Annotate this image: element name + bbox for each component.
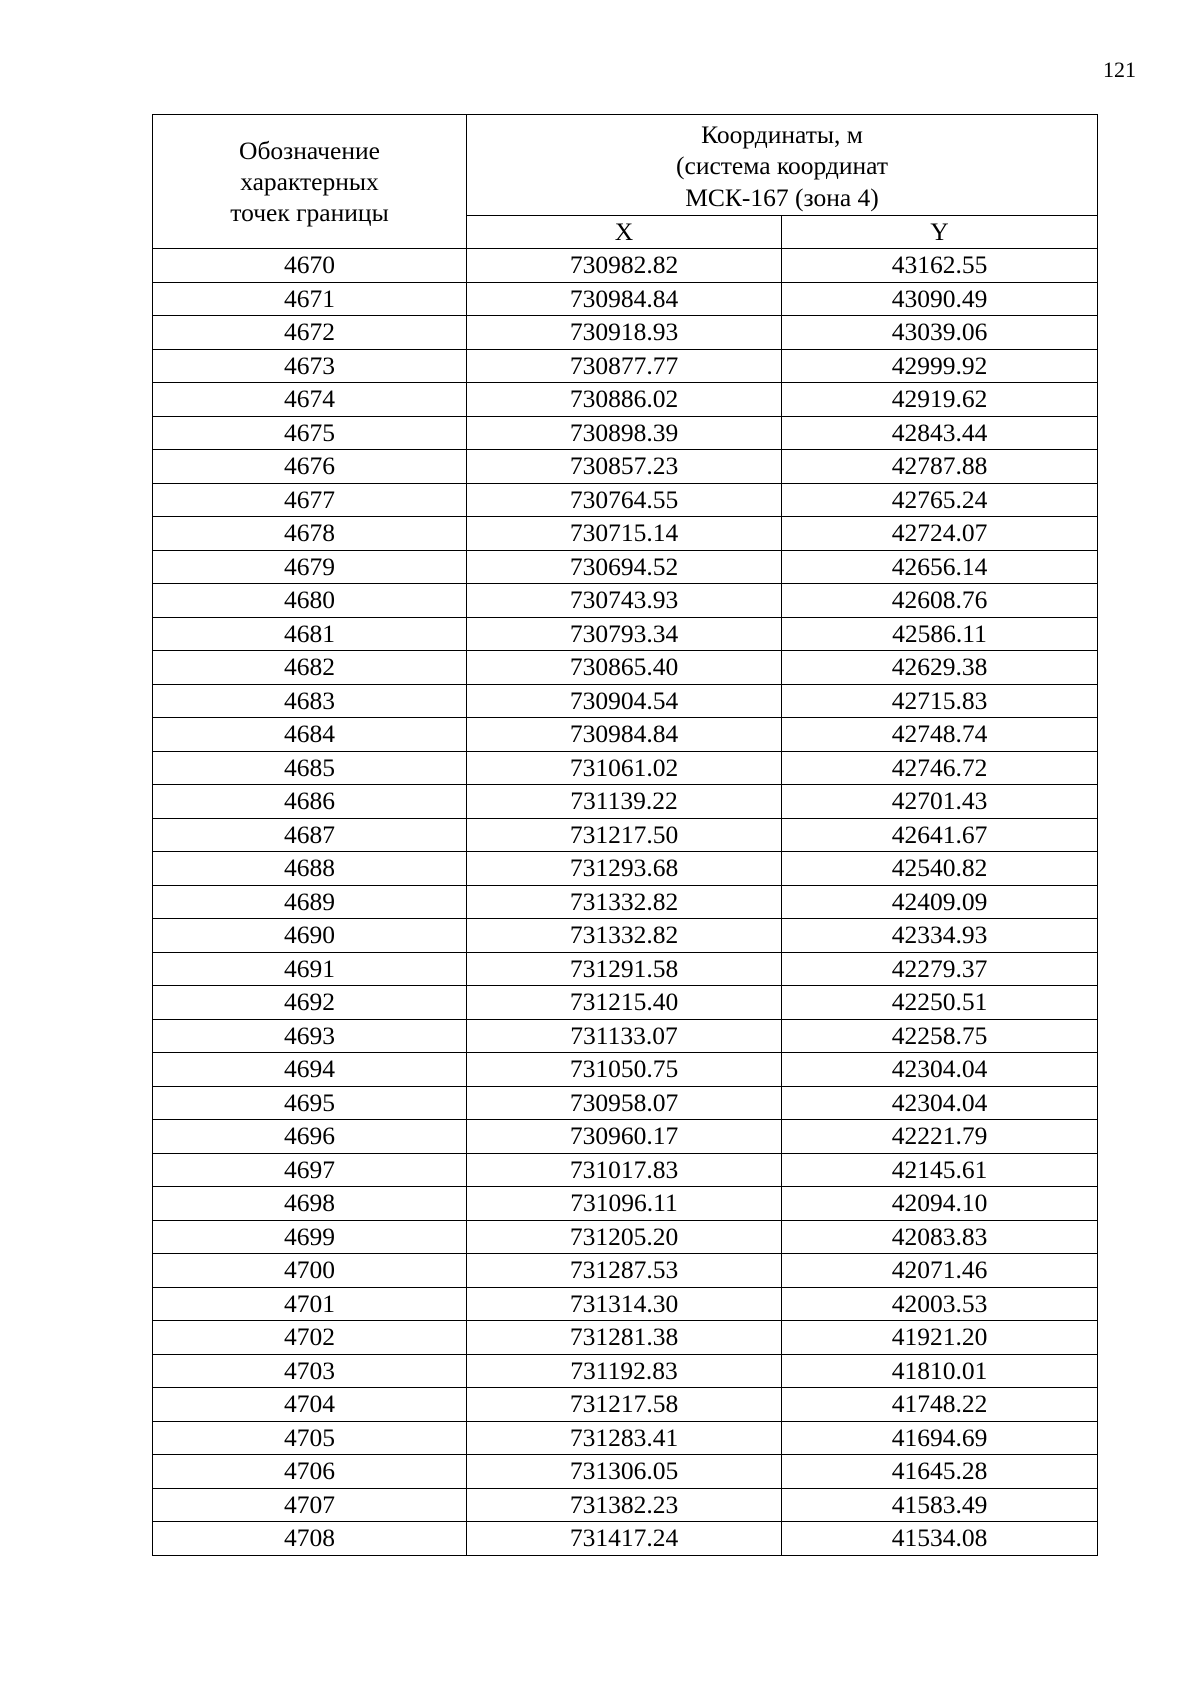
y-cell: 42919.62 [782, 383, 1098, 417]
coords-header-line: Координаты, м [701, 119, 863, 149]
table-row [153, 1421, 1098, 1455]
table-row [153, 282, 1098, 316]
y-cell: 42746.72 [782, 751, 1098, 785]
table-row [153, 416, 1098, 450]
table-row [153, 785, 1098, 819]
y-cell: 42999.92 [782, 349, 1098, 383]
point-cell: 4672 [153, 316, 467, 350]
point-cell: 4673 [153, 349, 467, 383]
x-cell: 731215.40 [467, 986, 782, 1020]
x-column-header: X [467, 216, 782, 249]
table-row [153, 1254, 1098, 1288]
y-cell: 42701.43 [782, 785, 1098, 819]
point-cell: 4700 [153, 1254, 467, 1288]
point-cell: 4677 [153, 483, 467, 517]
table-row [153, 1522, 1098, 1556]
y-cell: 42608.76 [782, 584, 1098, 618]
point-cell: 4693 [153, 1019, 467, 1053]
y-cell: 42304.04 [782, 1053, 1098, 1087]
table-row [153, 584, 1098, 618]
x-cell: 730886.02 [467, 383, 782, 417]
points-column-header [153, 115, 467, 249]
table-row [153, 517, 1098, 551]
table-row [153, 483, 1098, 517]
x-cell: 730960.17 [467, 1120, 782, 1154]
y-cell: 42629.38 [782, 651, 1098, 685]
table-row [153, 1220, 1098, 1254]
y-cell: 42279.37 [782, 952, 1098, 986]
y-cell: 42145.61 [782, 1153, 1098, 1187]
y-cell: 41645.28 [782, 1455, 1098, 1489]
table-row [153, 919, 1098, 953]
x-cell: 731217.50 [467, 818, 782, 852]
table-row [153, 1153, 1098, 1187]
point-cell: 4683 [153, 684, 467, 718]
x-cell: 731205.20 [467, 1220, 782, 1254]
point-cell: 4682 [153, 651, 467, 685]
point-cell: 4708 [153, 1522, 467, 1556]
x-cell: 730918.93 [467, 316, 782, 350]
table-row [153, 617, 1098, 651]
point-cell: 4675 [153, 416, 467, 450]
y-cell: 41810.01 [782, 1354, 1098, 1388]
y-cell: 41583.49 [782, 1488, 1098, 1522]
x-cell: 730984.84 [467, 718, 782, 752]
x-cell: 731287.53 [467, 1254, 782, 1288]
point-cell: 4684 [153, 718, 467, 752]
y-cell: 42071.46 [782, 1254, 1098, 1288]
point-cell: 4695 [153, 1086, 467, 1120]
x-cell: 731133.07 [467, 1019, 782, 1053]
point-cell: 4703 [153, 1354, 467, 1388]
point-cell: 4680 [153, 584, 467, 618]
y-cell: 41748.22 [782, 1388, 1098, 1422]
point-cell: 4706 [153, 1455, 467, 1489]
coords-header-line: МСК-167 (зона 4) [685, 182, 879, 212]
point-cell: 4687 [153, 818, 467, 852]
x-cell: 731306.05 [467, 1455, 782, 1489]
x-cell: 731332.82 [467, 919, 782, 953]
y-cell: 42724.07 [782, 517, 1098, 551]
table-row [153, 383, 1098, 417]
x-cell: 731283.41 [467, 1421, 782, 1455]
x-cell: 730898.39 [467, 416, 782, 450]
point-cell: 4679 [153, 550, 467, 584]
x-cell: 731061.02 [467, 751, 782, 785]
x-cell: 730984.84 [467, 282, 782, 316]
table-row [153, 718, 1098, 752]
y-cell: 43090.49 [782, 282, 1098, 316]
point-cell: 4707 [153, 1488, 467, 1522]
x-cell: 731382.23 [467, 1488, 782, 1522]
table-row [153, 1388, 1098, 1422]
point-cell: 4699 [153, 1220, 467, 1254]
coords-header-line: (система координат [676, 151, 888, 180]
x-cell: 731332.82 [467, 885, 782, 919]
x-cell: 731017.83 [467, 1153, 782, 1187]
table-row [153, 1488, 1098, 1522]
y-cell: 42409.09 [782, 885, 1098, 919]
page-number: 121 [1103, 57, 1136, 82]
point-cell: 4690 [153, 919, 467, 953]
y-cell: 42843.44 [782, 416, 1098, 450]
table-row [153, 1019, 1098, 1053]
table-row [153, 550, 1098, 584]
y-cell: 42748.74 [782, 718, 1098, 752]
x-cell: 731314.30 [467, 1287, 782, 1321]
point-cell: 4697 [153, 1153, 467, 1187]
table-row [153, 684, 1098, 718]
table-row [153, 1287, 1098, 1321]
point-cell: 4688 [153, 852, 467, 886]
point-cell: 4676 [153, 450, 467, 484]
x-cell: 730715.14 [467, 517, 782, 551]
point-cell: 4691 [153, 952, 467, 986]
y-cell: 42787.88 [782, 450, 1098, 484]
x-cell: 730857.23 [467, 450, 782, 484]
x-cell: 731192.83 [467, 1354, 782, 1388]
point-cell: 4689 [153, 885, 467, 919]
points-header-line: Обозначение [239, 136, 380, 165]
x-cell: 730694.52 [467, 550, 782, 584]
y-cell: 41921.20 [782, 1321, 1098, 1355]
table-row [153, 986, 1098, 1020]
table-row [153, 1455, 1098, 1489]
points-header-line: точек границы [230, 198, 389, 227]
points-header-line: характерных [240, 167, 379, 196]
table-row [153, 450, 1098, 484]
point-cell: 4696 [153, 1120, 467, 1154]
point-cell: 4698 [153, 1187, 467, 1221]
point-cell: 4671 [153, 282, 467, 316]
x-cell: 730865.40 [467, 651, 782, 685]
x-cell: 730904.54 [467, 684, 782, 718]
x-cell: 730982.82 [467, 249, 782, 283]
x-cell: 730958.07 [467, 1086, 782, 1120]
point-cell: 4678 [153, 517, 467, 551]
y-cell: 42250.51 [782, 986, 1098, 1020]
table-row [153, 1321, 1098, 1355]
y-cell: 42715.83 [782, 684, 1098, 718]
x-cell: 731281.38 [467, 1321, 782, 1355]
y-column-header: Y [782, 216, 1098, 249]
table-row [153, 1120, 1098, 1154]
x-cell: 731050.75 [467, 1053, 782, 1087]
y-cell: 42083.83 [782, 1220, 1098, 1254]
table-row [153, 1354, 1098, 1388]
y-cell: 42586.11 [782, 617, 1098, 651]
table-row [153, 1053, 1098, 1087]
x-cell: 731291.58 [467, 952, 782, 986]
table-row [153, 651, 1098, 685]
point-cell: 4681 [153, 617, 467, 651]
x-cell: 730743.93 [467, 584, 782, 618]
point-cell: 4694 [153, 1053, 467, 1087]
point-cell: 4704 [153, 1388, 467, 1422]
point-cell: 4702 [153, 1321, 467, 1355]
table-row [153, 852, 1098, 886]
y-cell: 43162.55 [782, 249, 1098, 283]
x-cell: 730793.34 [467, 617, 782, 651]
table-row [153, 349, 1098, 383]
y-cell: 43039.06 [782, 316, 1098, 350]
y-cell: 42003.53 [782, 1287, 1098, 1321]
y-cell: 42540.82 [782, 852, 1098, 886]
table-row [153, 316, 1098, 350]
point-cell: 4701 [153, 1287, 467, 1321]
x-cell: 731096.11 [467, 1187, 782, 1221]
point-cell: 4692 [153, 986, 467, 1020]
y-cell: 42221.79 [782, 1120, 1098, 1154]
table-header [153, 115, 1098, 249]
x-cell: 730764.55 [467, 483, 782, 517]
y-cell: 42656.14 [782, 550, 1098, 584]
coordinates-column-header [467, 115, 1098, 216]
y-cell: 42258.75 [782, 1019, 1098, 1053]
point-cell: 4685 [153, 751, 467, 785]
y-cell: 42334.93 [782, 919, 1098, 953]
x-cell: 731217.58 [467, 1388, 782, 1422]
y-cell: 41694.69 [782, 1421, 1098, 1455]
x-cell: 731139.22 [467, 785, 782, 819]
x-cell: 730877.77 [467, 349, 782, 383]
table-row [153, 249, 1098, 283]
table-row [153, 885, 1098, 919]
x-cell: 731417.24 [467, 1522, 782, 1556]
y-cell: 42094.10 [782, 1187, 1098, 1221]
point-cell: 4674 [153, 383, 467, 417]
table-row [153, 952, 1098, 986]
table-body [153, 249, 1098, 1556]
y-cell: 42641.67 [782, 818, 1098, 852]
table-row [153, 818, 1098, 852]
point-cell: 4686 [153, 785, 467, 819]
y-cell: 42304.04 [782, 1086, 1098, 1120]
table-row [153, 751, 1098, 785]
table-row [153, 1187, 1098, 1221]
coordinates-table [152, 114, 1098, 1556]
table-row [153, 1086, 1098, 1120]
x-cell: 731293.68 [467, 852, 782, 886]
y-cell: 41534.08 [782, 1522, 1098, 1556]
y-cell: 42765.24 [782, 483, 1098, 517]
point-cell: 4670 [153, 249, 467, 283]
point-cell: 4705 [153, 1421, 467, 1455]
